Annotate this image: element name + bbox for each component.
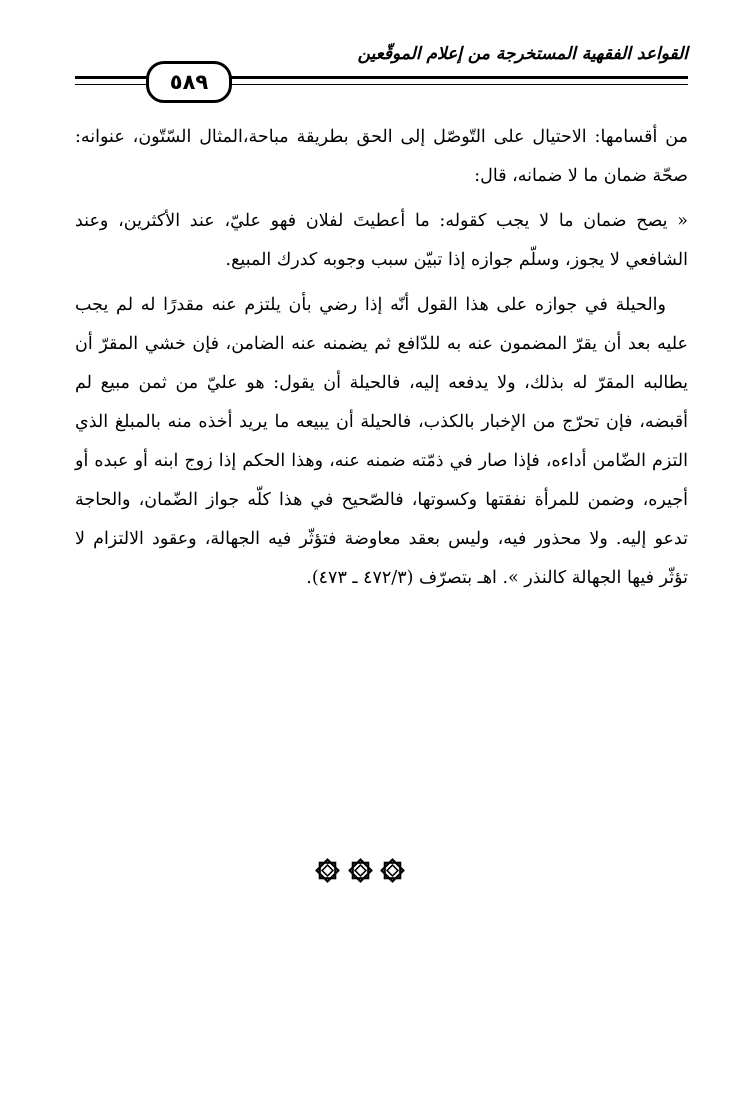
paragraph-quote-start: « يصح ضمان ما لا يجب كقوله: ما أعطيتَ لفلان فهو عليّ، عند الأكثرين، وعند الشافعي لا يجوز، وسلّم جوازه إذا تبيّن سبب وجوبه كدرك المبيع.: [75, 211, 688, 270]
paragraph-intro: من أقسامها: الاحتيال على التّوصّل إلى الحق بطريقة مباحة،المثال السّتّون، عنوانه: صحّة ضمان ما لا ضمانه، قال:: [75, 127, 688, 186]
page-number: ٥٨٩: [146, 61, 232, 103]
running-header-title: القواعد الفقهية المستخرجة من إعلام الموقّعين: [357, 44, 688, 64]
star-ornament-icon: [346, 856, 375, 885]
page-body: [75, 118, 688, 598]
section-end-ornament: [313, 855, 407, 885]
star-ornament-icon: [378, 856, 407, 885]
paragraph-stratagem: والحيلة في جوازه على هذا القول أنّه إذا رضي بأن يلتزم عنه مقدرًا له لم يجب عليه بعد أن يقرّ المضمون عنه به للدّافع ثم يضمنه عنه الضامن، فإن خشي المقرّ أن يطالبه المقرّ له بذلك، ولا يدفعه إليه، فالحيلة أن يقول: هو عليّ من ثمن مبيع لم أقبضه، فإن تحرّج من الإخبار بالكذب، فالحيلة أن يبيعه ما يريد أخذه منه بالمبلغ الذي التزم الضّامن أداءه، فإذا صار في ذمّته ضمنه عنه، وهذا الحكم إذا زوج ابنه أو عبده أو أجيره، وضمن للمرأة نفقتها وكسوتها، فالصّحيح في هذا كلّه جواز الضّمان، والحاجة تدعو إليه. ولا محذور فيه، وليس بعقد معاوضة فتؤثّر فيه الجهالة، وعقود الالتزام لا تؤثّر فيها الجهالة كالنذر ». اهـ بتصرّف (٤٧٢/٣ ـ ٤٧٣).: [75, 295, 688, 588]
star-ornament-icon: [313, 856, 342, 885]
